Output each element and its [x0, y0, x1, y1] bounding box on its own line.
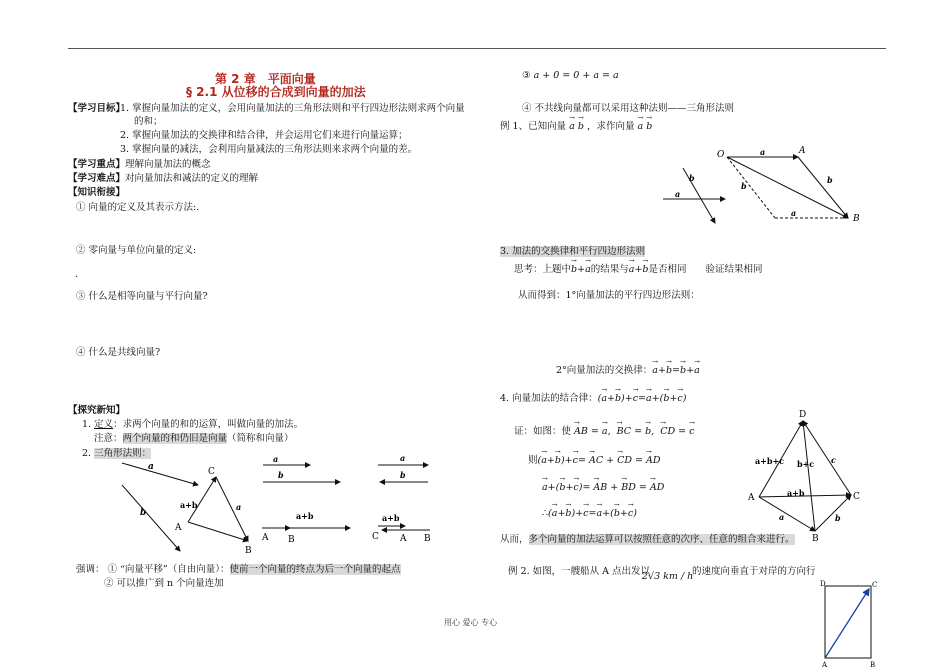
difficulty-label: 【学习难点】 — [68, 173, 126, 184]
law-heading: 3. 加法的交换律和平行四边形法则 — [500, 246, 646, 257]
def-prefix: 1. — [82, 419, 95, 430]
goal-1: 1. 掌握向量加法的定义，会用向量加法的三角形法则和平行四边形法则求两个向量 — [120, 103, 465, 114]
fig1-B: B — [853, 214, 860, 224]
fig1-b-diag: b — [741, 181, 747, 191]
fig1-a-free: a — [675, 189, 681, 199]
fig2-A: A — [748, 493, 755, 503]
prop3-expression: a + 0 = 0 + a = a — [533, 70, 619, 81]
opp-dir-b: b — [400, 470, 406, 480]
footer: 用心 爱心 专心 — [444, 618, 498, 627]
conclusion-highlight: 多个向量的加法运算可以按照任意的次序、任意的组合来进行。 — [528, 534, 795, 545]
emphasis-2: ② 可以推广到 n 个向量连加 — [104, 578, 224, 589]
from-text: 从而得到：1°向量加法的平行四边形法则： — [518, 290, 700, 301]
label-b-free: b — [140, 508, 147, 518]
fig2-ab: a+b — [787, 488, 805, 498]
sum-same-A: A — [262, 533, 269, 543]
fig3-A: A — [822, 661, 828, 669]
parallelogram-figure — [655, 143, 870, 233]
vector-a-line — [122, 463, 198, 485]
fig2-c: c — [831, 455, 836, 465]
question-1: ① 向量的定义及其表示方法:. — [76, 202, 200, 213]
ex1-mid: ，求作向量 — [586, 121, 635, 132]
tri-prefix: 2. — [82, 448, 95, 459]
question-4: ④ 什么是共线向量? — [76, 347, 161, 358]
fig2-C: C — [853, 492, 860, 502]
key-text: 理解向量加法的概念 — [125, 159, 211, 170]
commutative-label: 2°向量加法的交换律： — [556, 365, 653, 376]
then-prefix: 则 — [528, 455, 538, 466]
def-word: 定义 — [94, 419, 114, 430]
ex2-speed: 2√3 km / h — [642, 571, 694, 582]
fig2-a: a — [779, 512, 785, 522]
emphasis-highlight: 使前一个向量的终点为后一个向量的起点 — [229, 564, 401, 575]
associative-label: 4. 向量加法的结合律： — [500, 393, 598, 404]
label-a-free: a — [148, 462, 154, 472]
triangle-rule-label: 三角形法则： — [94, 448, 152, 459]
tri-label-C: C — [208, 467, 215, 477]
sum-same-B: B — [288, 535, 295, 545]
sum-opp-A: A — [400, 534, 407, 544]
fig3-D: D — [820, 580, 826, 588]
tri-label-ab: a+b — [180, 500, 198, 510]
associative-law-figure — [745, 407, 870, 542]
fig3-C: C — [872, 581, 878, 589]
vector-b-line — [122, 485, 180, 551]
fig1-a-top: a — [760, 147, 766, 157]
prop3-num: ③ — [522, 70, 531, 81]
think-mid1: 的结果与 — [590, 264, 629, 275]
ex2-prefix: 例 2. 如图，一艘船从 A 点出发以 — [508, 566, 651, 577]
fig3-B: B — [870, 661, 876, 669]
goal-2: 2. 掌握向量加法的交换律和结合律，并会运用它们来进行向量运算； — [120, 130, 408, 141]
goal-1b: 的和； — [134, 116, 163, 127]
fig2-b: b — [835, 513, 841, 523]
sum-opp-B: B — [424, 534, 431, 544]
tri-label-B: B — [245, 546, 252, 556]
chapter-title: 第 2 章 平面向量 — [215, 72, 316, 86]
difficulty-text: 对向量加法和减法的定义的理解 — [125, 173, 259, 184]
ex1-prefix: 例 1、已知向量 — [500, 121, 567, 132]
fig2-D: D — [799, 410, 807, 420]
tri-label-A: A — [175, 523, 182, 533]
note-rest: （简称和向量） — [227, 433, 294, 444]
fig2-bc: b+c — [797, 459, 815, 469]
fig1-a-bottom: a — [791, 208, 797, 218]
fig2-B: B — [812, 534, 819, 542]
same-dir-a: a — [273, 455, 279, 464]
note-highlight: 两个向量的和仍旧是向量 — [122, 433, 228, 444]
conclusion-prefix: 从而， — [500, 534, 529, 545]
sum-opp-C: C — [372, 532, 379, 542]
goal-3: 3. 掌握向量的减法，会利用向量减法的三角形法则来求两个向量的差。 — [120, 144, 418, 155]
think-prefix: 思考：上题中 — [514, 264, 572, 275]
think-end: 验证结果相同 — [705, 264, 763, 275]
therefore-symbol: ∴ — [542, 508, 549, 519]
def-text: ：求两个向量的和的运算，叫做向量的加法。 — [113, 419, 304, 430]
question-3: ③ 什么是相等向量与平行向量? — [76, 291, 208, 302]
fig1-O: O — [717, 150, 725, 160]
ex2-suffix: 的速度向垂直于对岸的方向行 — [692, 566, 816, 577]
proof-prefix: 证：如图：使 — [514, 426, 572, 437]
same-dir-b: b — [278, 470, 284, 480]
opp-dir-a: a — [400, 455, 406, 463]
prop4: ④ 不共线向量都可以采用这种法则——三角形法则 — [522, 103, 735, 114]
fig1-A: A — [799, 146, 806, 156]
fig1-b-right: b — [827, 175, 833, 185]
question-2: ② 零向量与单位向量的定义: — [76, 245, 197, 256]
river-figure — [815, 578, 885, 671]
tri-label-a: a — [236, 502, 242, 512]
fig2-abc: a+b+c — [755, 456, 785, 466]
triangle-rule-figure — [100, 455, 450, 560]
note-prefix: 注意： — [94, 433, 123, 444]
section-title: § 2.1 从位移的合成到向量的加法 — [186, 85, 366, 99]
explore-label: 【探究新知】 — [68, 405, 126, 416]
sum-same-label: a+b — [296, 511, 314, 521]
sum-opp-label: a+b — [382, 513, 400, 523]
fig1-b-free: b — [689, 173, 695, 183]
stray-dot: . — [75, 269, 79, 280]
goals-label: 【学习目标】 — [68, 103, 126, 114]
header-rule — [68, 48, 886, 49]
think-mid2: 是否相同 — [648, 264, 687, 275]
emphasis-prefix: 强调： ① “向量平移”（自由向量）： — [76, 564, 230, 575]
bridge-label: 【知识衔接】 — [68, 187, 126, 198]
key-label: 【学习重点】 — [68, 159, 126, 170]
